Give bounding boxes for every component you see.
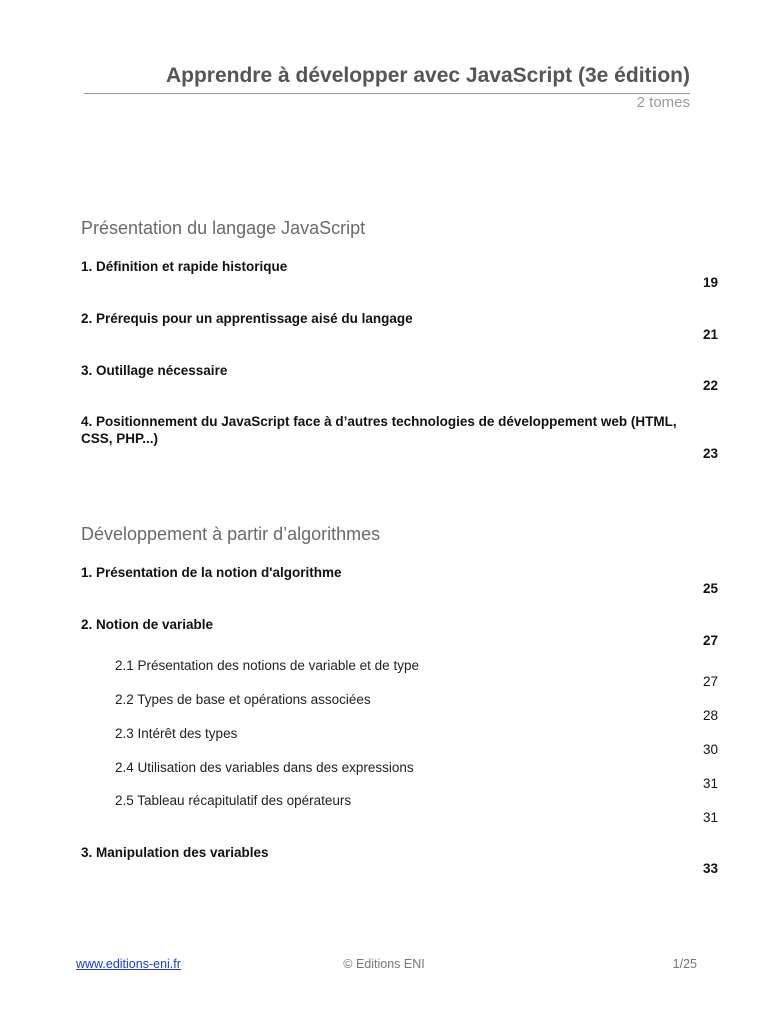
toc-page-number: 27 bbox=[702, 633, 718, 648]
toc-subentry[interactable]: 2.4 Utilisation des variables dans des expressions bbox=[115, 760, 414, 775]
document-title: Apprendre à développer avec JavaScript (3e édition) bbox=[165, 64, 690, 87]
toc-page-number: 31 bbox=[702, 810, 718, 825]
toc-page-number: 33 bbox=[702, 861, 718, 876]
toc-subentry[interactable]: 2.1 Présentation des notions de variable et de type bbox=[115, 658, 419, 673]
section-title: Présentation du langage JavaScript bbox=[81, 218, 366, 238]
toc-page-number: 22 bbox=[702, 378, 718, 393]
toc-entry[interactable]: 1. Présentation de la notion d'algorithme bbox=[81, 565, 342, 580]
toc-entry[interactable]: 4. Positionnement du JavaScript face à d’autres technologies de développement web (HTML, CSS, PHP...) bbox=[81, 414, 677, 446]
toc-page-number: 19 bbox=[702, 275, 718, 290]
toc-entry[interactable]: 1. Définition et rapide historique bbox=[81, 259, 288, 274]
document-subtitle: 2 tomes bbox=[636, 94, 690, 111]
toc-page-number: 31 bbox=[702, 776, 718, 791]
toc-entry[interactable]: 3. Outillage nécessaire bbox=[81, 363, 228, 378]
toc-subentry[interactable]: 2.5 Tableau récapitulatif des opérateurs bbox=[115, 793, 352, 808]
toc-entry[interactable]: 3. Manipulation des variables bbox=[81, 845, 269, 860]
toc-page-number: 23 bbox=[702, 446, 718, 461]
toc-page-number: 30 bbox=[702, 742, 718, 757]
toc-page-number: 27 bbox=[702, 674, 718, 689]
page-indicator: 1/25 bbox=[672, 957, 697, 971]
toc-entry[interactable]: 2. Prérequis pour un apprentissage aisé du langage bbox=[81, 311, 413, 326]
toc-subentry[interactable]: 2.3 Intérêt des types bbox=[115, 726, 238, 741]
toc-subentry[interactable]: 2.2 Types de base et opérations associées bbox=[115, 692, 371, 707]
toc-page-number: 21 bbox=[702, 327, 718, 342]
toc-entry[interactable]: 2. Notion de variable bbox=[81, 617, 214, 632]
toc-page-number: 28 bbox=[702, 708, 718, 723]
toc-page-number: 25 bbox=[702, 581, 718, 596]
section-title: Développement à partir d’algorithmes bbox=[81, 524, 381, 544]
publisher-link[interactable]: www.editions-eni.fr bbox=[76, 957, 181, 971]
copyright-notice: © Editions ENI bbox=[343, 957, 425, 971]
